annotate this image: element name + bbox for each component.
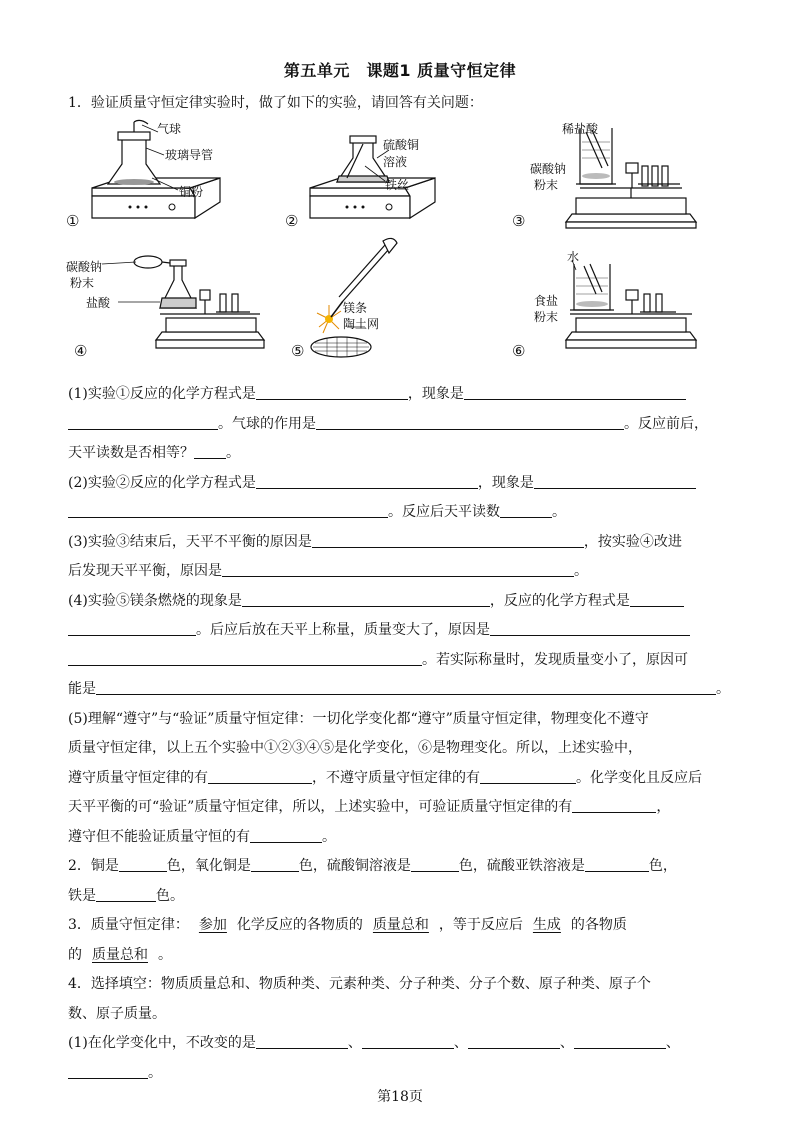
q1-part1-line2: 。气球的作用是 。反应前后， xyxy=(68,410,732,440)
page-number: 第18页 xyxy=(377,1089,423,1105)
q1-part4-line2: 。后应后放在天平上称量，质量变大了，原因是 xyxy=(68,616,732,646)
figure-1 xyxy=(60,118,260,233)
q1-p2-equation-blank[interactable] xyxy=(256,473,478,489)
q1-p1-phenomenon-blank[interactable] xyxy=(464,384,686,400)
figure-6 xyxy=(510,250,730,365)
q4-unchanged-blank-3[interactable] xyxy=(468,1033,560,1049)
q4-unchanged-blank-2[interactable] xyxy=(362,1033,454,1049)
q1-p1-equation-blank[interactable] xyxy=(256,384,408,400)
figure-5-drawing xyxy=(285,235,485,365)
figure-2-label-solution: 溶液 xyxy=(383,155,408,169)
q1-p5-obey-blank[interactable] xyxy=(208,768,312,784)
q2-copper-color-blank[interactable] xyxy=(119,856,167,872)
q3-answer-3: 生成 xyxy=(532,917,561,933)
q1-p4-equation-blank[interactable] xyxy=(630,591,684,607)
figure-5 xyxy=(285,235,485,365)
figure-6-label-powder: 粉末 xyxy=(534,310,559,324)
q1-part3-line2: 后发现天平平衡，原因是 。 xyxy=(68,563,588,579)
figure-5-number: ⑤ xyxy=(291,342,305,360)
page-title: 第五单元 课题1 质量守恒定律 xyxy=(283,61,517,80)
q1-part2-line2: 。反应后天平读数 。 xyxy=(68,498,732,528)
q3-answer-1: 参加 xyxy=(198,917,227,933)
q1-part1-line1: (1)实验①反应的化学方程式是 ，现象是 xyxy=(68,380,732,410)
q2-cuo-color-blank[interactable] xyxy=(251,856,299,872)
figure-3-label-hcl: 稀盐酸 xyxy=(562,122,599,136)
figure-3-label-powder: 粉末 xyxy=(534,178,559,192)
figure-2-drawing xyxy=(285,118,485,233)
questions-text xyxy=(68,380,732,1088)
figure-2-label-iron: 铁丝 xyxy=(385,178,410,192)
q3-line1: 3．质量守恒定律： 参加 化学反应的各物质的 质量总和 ，等于反应后 生成 的各物质 xyxy=(68,917,627,933)
figure-4-label-powder: 粉末 xyxy=(70,276,95,290)
q3-answer-4: 质量总和 xyxy=(92,946,148,963)
q1-p3-reason-blank[interactable] xyxy=(312,532,584,548)
q1-part5-line5: 遵守但不能验证质量守恒的有 。 xyxy=(68,828,336,845)
q3-line2: 的 质量总和 。 xyxy=(68,946,172,963)
figure-3-label-na2co3: 碳酸钠 xyxy=(530,162,567,176)
q1-p2-phenomenon-blank-2[interactable] xyxy=(68,502,388,518)
q4-part1-line2: 。 xyxy=(68,1059,732,1089)
q1-part1-line3: 天平读数是否相等？ 。 xyxy=(68,445,240,461)
q1-part5-line1: (5)理解“遵守”与“验证”质量守恒定律：一切化学变化都“遵守”质量守恒定律，物理变化不遵守 xyxy=(68,710,649,727)
q1-p1-balloon-blank[interactable] xyxy=(316,414,624,430)
figure-2-label-cuso4: 硫酸铜 xyxy=(383,138,420,152)
q1-p4-heavier-blank-2[interactable] xyxy=(68,650,422,666)
q1-part5-line2: 质量守恒定律，以上五个实验中①②③④⑤是化学变化，⑥是物理变化。所以，上述实验中， xyxy=(68,740,642,756)
q4-part1-line1: (1)在化学变化中，不改变的是 、 、 、 、 xyxy=(68,1035,680,1051)
figure-4-label-na2co3: 碳酸钠 xyxy=(66,260,103,274)
q1-part5-line4: 天平平衡的可“验证”质量守恒定律，所以，上述实验中，可验证质量守恒定律的有 ， xyxy=(68,799,671,815)
q1-p2-phenomenon-blank[interactable] xyxy=(534,473,696,489)
q3-answer-2: 质量总和 xyxy=(372,917,429,933)
figure-1-label-balloon: 气球 xyxy=(157,122,182,136)
q1-p4-equation-blank-2[interactable] xyxy=(68,620,196,636)
figure-4-label-hcl: 盐酸 xyxy=(86,296,111,310)
q4-intro-line2: 数、原子质量。 xyxy=(68,1005,166,1022)
figure-4 xyxy=(60,250,280,365)
q4-unchanged-blank-5[interactable] xyxy=(68,1063,148,1079)
q2-line2: 铁是 色。 xyxy=(68,887,184,904)
q1-p4-lighter-blank[interactable] xyxy=(96,679,716,695)
q1-p5-noverify-blank[interactable] xyxy=(250,827,322,843)
q2-feso4-color-blank[interactable] xyxy=(585,856,649,872)
q4-unchanged-blank-1[interactable] xyxy=(256,1033,348,1049)
figure-1-label-copper: 铜粉 xyxy=(179,185,204,199)
figure-6-label-salt: 食盐 xyxy=(534,294,559,308)
figure-6-label-water: 水 xyxy=(567,250,580,264)
q1-part4-line4: 能是 。 xyxy=(68,681,730,697)
q1-p5-verify-blank[interactable] xyxy=(572,797,656,813)
q1-part3-line1: (3)实验③结束后，天平不平衡的原因是 ，按实验④改进 xyxy=(68,533,682,550)
figure-6-number: ⑥ xyxy=(512,342,526,360)
q1-p1-phenomenon-blank-2[interactable] xyxy=(68,414,218,430)
q1-part4-line1: (4)实验⑤镁条燃烧的现象是 ，反应的化学方程式是 xyxy=(68,587,732,617)
q4-unchanged-blank-4[interactable] xyxy=(574,1033,666,1049)
q1-p4-phenomenon-blank[interactable] xyxy=(242,591,490,607)
q1-p2-reading-blank[interactable] xyxy=(500,502,552,518)
figure-5-label-mesh: 陶土网 xyxy=(343,317,380,331)
q2-iron-color-blank[interactable] xyxy=(96,886,156,902)
q2-line1: 2．铜是 色，氧化铜是 色，硫酸铜溶液是 色，硫酸亚铁溶液是 色， xyxy=(68,858,677,874)
q1-p4-heavier-blank[interactable] xyxy=(490,620,690,636)
figure-3-number: ③ xyxy=(512,212,526,230)
figure-5-label-magnesium: 镁条 xyxy=(343,301,368,315)
figure-2 xyxy=(285,118,485,233)
q1-part2-line1: (2)实验②反应的化学方程式是 ，现象是 xyxy=(68,469,732,499)
q1-part5-line3: 遵守质量守恒定律的有 ，不遵守质量守恒定律的有 。化学变化且反应后 xyxy=(68,769,702,786)
figure-1-label-tube: 玻璃导管 xyxy=(165,148,214,162)
q1-p3-improve-blank[interactable] xyxy=(222,561,574,577)
figure-4-number: ④ xyxy=(74,342,88,360)
q1-part4-line3: 。若实际称量时，发现质量变小了，原因可 xyxy=(68,646,732,676)
figure-3 xyxy=(510,118,730,233)
q1-p1-balance-blank[interactable] xyxy=(194,443,226,459)
figure-1-number: ① xyxy=(66,212,80,230)
question-1-intro: 1．验证质量守恒定律实验时，做了如下的实验，请回答有关问题： xyxy=(68,95,483,111)
q2-cuso4-color-blank[interactable] xyxy=(411,856,459,872)
q4-intro-line1: 4．选择填空：物质质量总和、物质种类、元素种类、分子种类、分子个数、原子种类、原子个 xyxy=(68,976,651,992)
figure-2-number: ② xyxy=(285,212,299,230)
q1-p5-disobey-blank[interactable] xyxy=(480,768,576,784)
